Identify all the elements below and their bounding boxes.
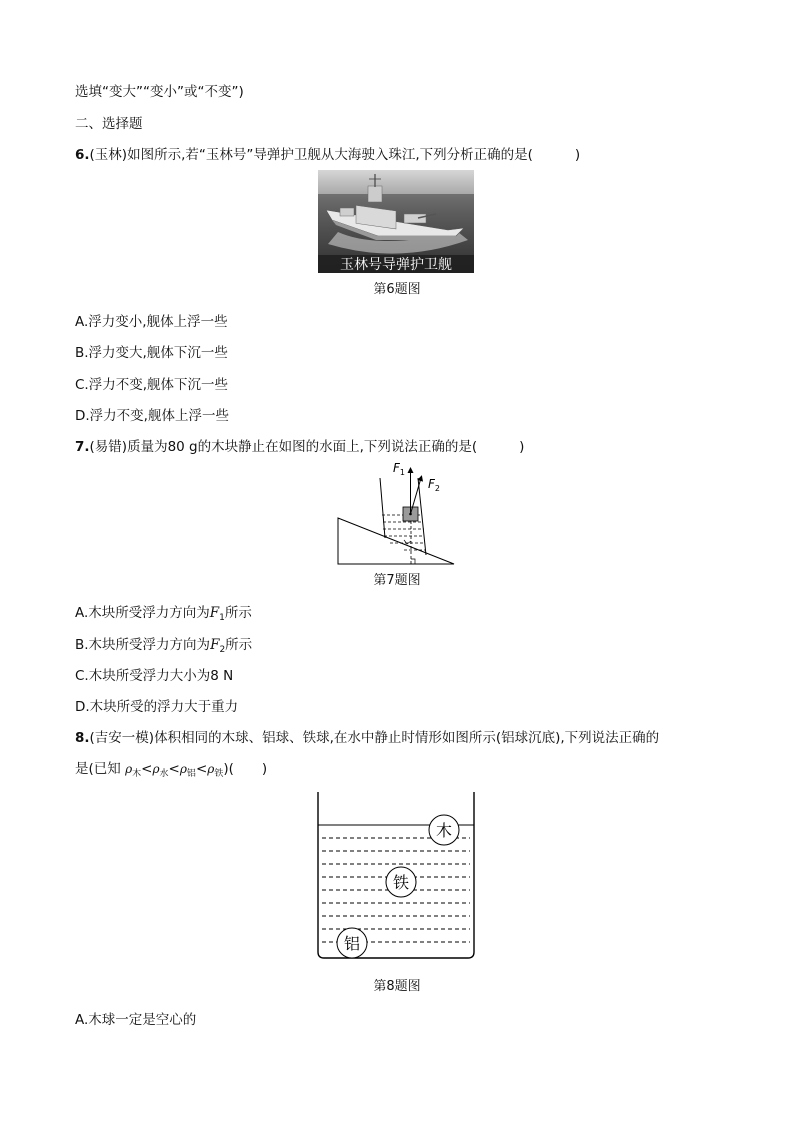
question-7-option-c[interactable]: C.木块所受浮力大小为8 N (75, 668, 234, 684)
aluminum-ball-label: 铝 (343, 934, 361, 953)
warship-photo-caption: 玉林号导弹护卫舰 (340, 257, 452, 273)
wood-ball-label: 木 (435, 821, 453, 840)
force-f1-label (393, 461, 405, 477)
figure-6-caption: 第6题图 (373, 282, 421, 297)
question-7-option-a-sub: 1 (219, 613, 225, 623)
less-than-1: < (141, 761, 153, 777)
figure-7-caption: 第7题图 (373, 573, 421, 588)
rho-water: ρ (152, 762, 160, 776)
figure-8-diagram (310, 792, 482, 962)
figure-8-caption: 第8题图 (373, 979, 421, 994)
question-8-option-a[interactable]: A.木球一定是空心的 (75, 1012, 197, 1028)
rho-water-sub: 水 (159, 769, 169, 779)
figure-7-diagram (330, 458, 460, 568)
question-6-close: ) (574, 147, 581, 163)
question-6-option-b[interactable]: B.浮力变大,舰体下沉一些 (75, 345, 228, 361)
iron-ball-label: 铁 (392, 873, 410, 892)
question-7-text: (易错)质量为80 g的木块静止在如图的水面上,下列说法正确的是( (89, 439, 478, 455)
less-than-3: < (195, 761, 208, 777)
question-7-close: ) (519, 439, 525, 455)
warship-photo (318, 170, 474, 273)
question-6-stem (75, 146, 580, 164)
force-f2-letter: F (428, 477, 435, 491)
question-6-option-d[interactable]: D.浮力不变,舰体上浮一些 (75, 408, 229, 424)
question-6-number: 6. (75, 147, 90, 163)
question-8-stem (75, 729, 659, 747)
question-8-close: ) (261, 761, 268, 777)
rho-aluminum: ρ (179, 762, 187, 776)
question-7-option-b-prefix: B.木块所受浮力方向为 (75, 637, 211, 653)
rho-wood: ρ (125, 762, 133, 776)
question-7-option-d[interactable]: D.木块所受的浮力大于重力 (75, 699, 239, 715)
question-8-stem-line2 (75, 760, 267, 783)
less-than-2: < (168, 761, 180, 777)
question-7-number: 7. (75, 439, 90, 455)
rho-iron-sub: 铁 (214, 769, 224, 779)
question-7-option-a-prefix: A.木块所受浮力方向为 (75, 605, 210, 621)
force-f1-letter: F (393, 461, 400, 475)
question-7-option-b-sub: 2 (219, 645, 226, 655)
force-f2-subscript: 2 (434, 484, 440, 493)
question-7-option-a-f: F (209, 605, 220, 621)
rho-wood-sub: 木 (132, 769, 142, 779)
force-f1-subscript: 1 (399, 468, 405, 477)
question-7-option-a-suffix: 所示 (224, 605, 252, 621)
question-6-option-c[interactable]: C.浮力不变,舰体下沉一些 (75, 377, 229, 393)
incline (338, 518, 454, 564)
rho-aluminum-sub: 铝 (186, 769, 196, 779)
question-7-stem (75, 438, 524, 456)
question-7-option-b-f: F (210, 637, 220, 653)
question-6-text: (玉林)如图所示,若“玉林号”导弹护卫舰从大海驶入珠江,下列分析正确的是( (89, 147, 533, 163)
question-8-text: (吉安一模)体积相同的木球、铝球、铁球,在水中静止时情形如图所示(铝球沉底),下列说法正确的 (89, 730, 660, 746)
section-heading: 二、选择题 (75, 116, 143, 132)
question-8-known-prefix: 是(已知 (75, 761, 121, 777)
rho-iron: ρ (207, 762, 215, 776)
question-7-option-b-suffix: 所示 (225, 637, 253, 653)
question-8-known-suffix: )( (223, 761, 234, 777)
question-6-option-a[interactable]: A.浮力变小,舰体上浮一些 (75, 314, 228, 330)
force-f2-label (428, 477, 440, 493)
question-7-option-b[interactable] (75, 636, 252, 659)
question-7-option-a[interactable] (75, 604, 252, 627)
question-8-number: 8. (75, 730, 90, 746)
question-continuation: 选填“变大”“变小”或“不变”) (75, 84, 244, 100)
